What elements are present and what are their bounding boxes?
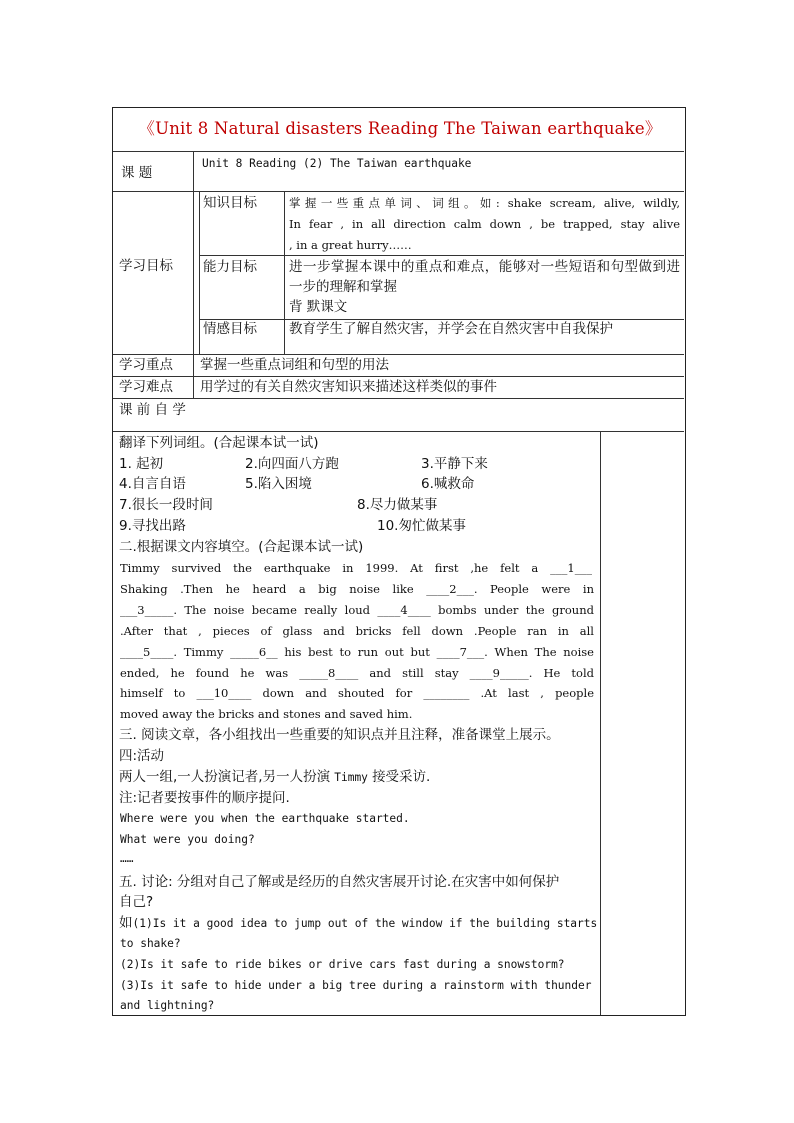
cloze-line: ____5____. Timmy _____6__ his best to run out but ____7___. When The noise bbox=[120, 645, 594, 659]
discussion-question-text: and lightning? bbox=[120, 999, 215, 1012]
phrase-item: 10.匆忙做某事 bbox=[377, 518, 466, 534]
preview-label: 课 前 自 学 bbox=[119, 402, 186, 418]
col-divider bbox=[284, 191, 285, 354]
phrase-item: 2.向四面八方跑 bbox=[245, 456, 339, 472]
discussion-question bbox=[119, 915, 597, 932]
knowledge-text: In fear , in all direction calm down , be trapped, stay alive bbox=[289, 217, 680, 231]
row-divider bbox=[113, 151, 684, 152]
key-points-label: 学习重点 bbox=[119, 357, 173, 373]
cloze-line: himself to ___10____ down and shouted for ________ .At last , people bbox=[120, 686, 594, 700]
row-divider bbox=[113, 398, 684, 399]
topic-value: Unit 8 Reading (2) The Taiwan earthquake bbox=[202, 157, 472, 170]
phrase-item: 5.陷入困境 bbox=[245, 476, 312, 492]
topic-label: 课 题 bbox=[121, 165, 153, 181]
discussion-question-text: (1)Is it a good idea to jump out of the window if the building starts bbox=[132, 917, 598, 930]
cloze-line: ended, he found he was _____8____ and still stay ____9_____. He told bbox=[120, 666, 594, 680]
ability-text: 进一步掌握本课中的重点和难点，能够对一些短语和句型做到进 bbox=[289, 259, 680, 275]
phrase-item: 7.很长一段时间 bbox=[119, 497, 213, 513]
ellipsis: …… bbox=[120, 852, 134, 865]
row-divider bbox=[113, 431, 684, 432]
section5-heading: 五. 讨论: 分组对自己了解或是经历的自然灾害展开讨论.在灾害中如何保护 bbox=[119, 874, 560, 890]
emotion-label: 情感目标 bbox=[203, 321, 257, 337]
knowledge-text: 掌握一些重点单词、词组。如: shake scream, alive, wildly, bbox=[289, 196, 680, 210]
activity-instruction-text: 两人一组,一人扮演记者,另一人扮演 bbox=[119, 769, 331, 785]
emotion-text: 教育学生了解自然灾害，并学会在自然灾害中自我保护 bbox=[289, 321, 613, 337]
discussion-question-text: (2)Is it safe to ride bikes or drive cars fast during a snowstorm? bbox=[120, 958, 565, 971]
cloze-line: Timmy survived the earthquake in 1999. At first ,he felt a ___1___ bbox=[120, 561, 592, 575]
section4-heading: 四:活动 bbox=[119, 748, 165, 764]
row-divider bbox=[113, 376, 684, 377]
activity-note: 注:记者要按事件的顺序提问. bbox=[119, 790, 290, 806]
phrase-item: 4.自言自语 bbox=[119, 476, 186, 492]
row-divider bbox=[199, 319, 684, 320]
phrase-item: 1. 起初 bbox=[119, 456, 164, 472]
difficult-points-text: 用学过的有关自然灾害知识来描述这样类似的事件 bbox=[200, 379, 497, 395]
col-divider bbox=[600, 431, 601, 1015]
interview-question: What were you doing? bbox=[120, 833, 255, 846]
section2-heading: 二.根据课文内容填空。(合起课本试一试) bbox=[119, 539, 364, 555]
ability-label: 能力目标 bbox=[203, 259, 257, 275]
discussion-prefix: 如 bbox=[119, 915, 133, 931]
knowledge-label: 知识目标 bbox=[203, 195, 257, 211]
section3-text: 三. 阅读文章，各小组找出一些重要的知识点并且注释，准备课堂上展示。 bbox=[119, 727, 560, 743]
discussion-question-text: to shake? bbox=[120, 937, 181, 950]
phrase-item: 9.寻找出路 bbox=[119, 518, 186, 534]
discussion-question-text: (3)Is it safe to hide under a big tree during a rainstorm with thunder bbox=[120, 979, 592, 992]
section5-heading: 自己? bbox=[119, 894, 154, 910]
cloze-line: .After that , pieces of glass and bricks fell down .People ran in all bbox=[120, 624, 594, 638]
row-divider bbox=[199, 255, 684, 256]
phrase-item: 8.尽力做某事 bbox=[357, 497, 438, 513]
activity-instruction-end: 接受采访. bbox=[372, 769, 431, 785]
cloze-line: moved away the bricks and stones and saved him. bbox=[120, 707, 413, 721]
cloze-line: Shaking .Then he heard a big noise like ____2___. People were in bbox=[120, 582, 594, 596]
activity-instruction-name: Timmy bbox=[334, 771, 368, 784]
section1-heading: 翻译下列词组。(合起课本试一试) bbox=[119, 435, 319, 451]
phrase-item: 6.喊救命 bbox=[421, 476, 475, 492]
cloze-line: ___3_____. The noise became really loud ____4____ bombs under the ground bbox=[120, 603, 594, 617]
interview-question: Where were you when the earthquake started. bbox=[120, 812, 410, 825]
objectives-label: 学习目标 bbox=[119, 258, 173, 274]
knowledge-text: , in a great hurry…… bbox=[289, 238, 412, 252]
lesson-plan-table bbox=[112, 107, 686, 1016]
difficult-points-label: 学习难点 bbox=[119, 379, 173, 395]
ability-text: 一步的理解和掌握 bbox=[289, 279, 397, 295]
ability-text: 背 默课文 bbox=[289, 299, 348, 315]
row-divider bbox=[113, 354, 684, 355]
col-divider bbox=[199, 191, 200, 354]
document-title: 《Unit 8 Natural disasters Reading The Taiwan earthquake》 bbox=[138, 119, 662, 138]
col-divider bbox=[193, 151, 194, 398]
activity-instruction bbox=[119, 769, 430, 786]
phrase-item: 3.平静下来 bbox=[421, 456, 488, 472]
key-points-text: 掌握一些重点词组和句型的用法 bbox=[200, 357, 389, 373]
